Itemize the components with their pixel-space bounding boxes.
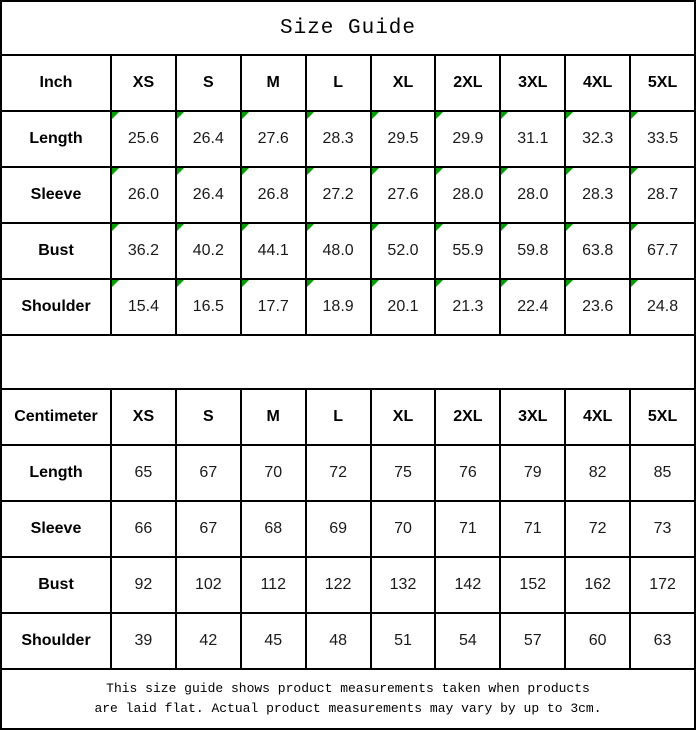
measurement-value: 102 [194, 576, 222, 593]
excel-error-flag-icon [112, 280, 119, 287]
excel-error-flag-icon [631, 112, 638, 119]
measurement-cell [370, 280, 435, 336]
size-column-header: 3XL [499, 56, 564, 112]
size-column-header: XS [110, 56, 175, 112]
measurement-cell [305, 446, 370, 502]
measurement-value: 79 [523, 464, 542, 481]
measurement-cell [175, 112, 240, 168]
excel-error-flag-icon [501, 224, 508, 231]
measurement-cell [370, 614, 435, 670]
measurement-value: 27.2 [322, 186, 354, 203]
title-row [2, 2, 694, 56]
measurement-value: 48 [329, 632, 347, 649]
size-column-header: M [240, 56, 305, 112]
measurement-value: 23.6 [582, 298, 614, 315]
row-label: Length [2, 446, 110, 502]
measurement-cell [370, 168, 435, 224]
row-label: Bust [2, 558, 110, 614]
measurement-cell [434, 614, 499, 670]
measurement-value: 70 [264, 464, 283, 481]
size-column-header: 4XL [564, 390, 629, 446]
measurement-value: 28.0 [452, 186, 484, 203]
measurement-value: 112 [260, 576, 286, 593]
excel-error-flag-icon [372, 168, 379, 175]
measurement-cell [434, 168, 499, 224]
measurement-cell [629, 558, 694, 614]
measurement-value: 21.3 [452, 298, 484, 315]
excel-error-flag-icon [372, 280, 379, 287]
measurement-cell [175, 168, 240, 224]
measurement-value: 39 [134, 632, 153, 649]
measurement-value: 71 [458, 520, 477, 537]
excel-error-flag-icon [436, 168, 443, 175]
measurement-cell [240, 614, 305, 670]
measurement-cell [629, 502, 694, 558]
excel-error-flag-icon [566, 168, 573, 175]
excel-error-flag-icon [566, 112, 573, 119]
measurement-cell [240, 224, 305, 280]
measurement-cell [434, 502, 499, 558]
excel-error-flag-icon [177, 168, 184, 175]
measurement-cell [305, 558, 370, 614]
size-column-header: M [240, 390, 305, 446]
measurement-value: 45 [264, 632, 283, 649]
size-column-header: S [175, 56, 240, 112]
measurement-cell [499, 168, 564, 224]
measurement-cell [110, 502, 175, 558]
excel-error-flag-icon [631, 280, 638, 287]
measurement-cell [370, 224, 435, 280]
measurement-value: 28.3 [582, 186, 614, 203]
excel-error-flag-icon [436, 224, 443, 231]
measurement-cell [370, 446, 435, 502]
measurement-value: 28.3 [322, 130, 354, 147]
size-column-header: XL [370, 56, 435, 112]
excel-error-flag-icon [372, 224, 379, 231]
footer-note [2, 670, 694, 728]
row-label: Sleeve [2, 168, 110, 224]
measurement-value: 72 [329, 464, 347, 481]
measurement-value: 24.8 [646, 298, 679, 315]
measurement-value: 71 [523, 520, 542, 537]
measurement-value: 66 [134, 520, 153, 537]
measurement-value: 27.6 [387, 186, 419, 203]
measurement-value: 25.6 [127, 130, 159, 147]
measurement-cell [110, 446, 175, 502]
measurement-value: 29.5 [387, 130, 419, 147]
excel-error-flag-icon [566, 224, 573, 231]
excel-error-flag-icon [566, 280, 573, 287]
measurement-cell [240, 446, 305, 502]
measurement-cell [629, 446, 694, 502]
excel-error-flag-icon [242, 224, 249, 231]
measurement-cell [370, 558, 435, 614]
measurement-cell [499, 224, 564, 280]
measurement-value: 92 [134, 576, 153, 593]
measurement-cell [564, 446, 629, 502]
excel-error-flag-icon [436, 112, 443, 119]
measurement-cell [499, 112, 564, 168]
size-column-header: 4XL [564, 56, 629, 112]
inch-table [2, 56, 694, 336]
measurement-value: 59.8 [517, 242, 549, 259]
row-label: Shoulder [2, 280, 110, 336]
size-column-header: S [175, 390, 240, 446]
measurement-cell [240, 280, 305, 336]
excel-error-flag-icon [242, 168, 249, 175]
measurement-value: 65 [134, 464, 153, 481]
measurement-cell [499, 502, 564, 558]
excel-error-flag-icon [112, 112, 119, 119]
excel-error-flag-icon [112, 224, 119, 231]
measurement-cell [240, 558, 305, 614]
measurement-cell [564, 614, 629, 670]
excel-error-flag-icon [112, 168, 119, 175]
row-label: Shoulder [2, 614, 110, 670]
measurement-value: 48.0 [322, 242, 354, 259]
measurement-value: 20.1 [387, 298, 419, 315]
excel-error-flag-icon [631, 168, 638, 175]
centimeter-table [2, 390, 694, 670]
measurement-value: 162 [584, 576, 612, 593]
measurement-cell [434, 558, 499, 614]
measurement-value: 16.5 [192, 298, 224, 315]
measurement-cell [434, 280, 499, 336]
excel-error-flag-icon [372, 112, 379, 119]
measurement-cell [564, 502, 629, 558]
size-column-header: L [305, 56, 370, 112]
measurement-value: 44.1 [257, 242, 289, 259]
measurement-cell [305, 280, 370, 336]
excel-error-flag-icon [307, 168, 314, 175]
excel-error-flag-icon [501, 280, 508, 287]
measurement-value: 18.9 [322, 298, 354, 315]
page-title: Size Guide [279, 16, 417, 40]
measurement-cell [564, 112, 629, 168]
measurement-value: 142 [454, 576, 482, 593]
excel-error-flag-icon [177, 280, 184, 287]
measurement-value: 40.2 [192, 242, 224, 259]
measurement-cell [110, 112, 175, 168]
row-label: Sleeve [2, 502, 110, 558]
measurement-cell [305, 168, 370, 224]
measurement-cell [499, 558, 564, 614]
measurement-value: 75 [394, 464, 412, 481]
measurement-value: 31.1 [517, 130, 549, 147]
measurement-value: 17.7 [257, 298, 289, 315]
measurement-value: 67 [199, 464, 218, 481]
measurement-value: 52.0 [387, 242, 419, 259]
measurement-cell [175, 558, 240, 614]
excel-error-flag-icon [501, 168, 508, 175]
measurement-value: 172 [649, 576, 676, 593]
table-spacer [2, 336, 694, 390]
excel-error-flag-icon [242, 112, 249, 119]
measurement-cell [110, 280, 175, 336]
measurement-value: 60 [588, 632, 607, 649]
measurement-value: 152 [519, 576, 547, 593]
measurement-value: 73 [653, 520, 672, 537]
measurement-cell [629, 112, 694, 168]
measurement-cell [370, 502, 435, 558]
measurement-value: 76 [458, 464, 477, 481]
excel-error-flag-icon [177, 112, 184, 119]
measurement-value: 22.4 [517, 298, 549, 315]
row-label: Length [2, 112, 110, 168]
measurement-value: 55.9 [452, 242, 484, 259]
measurement-value: 72 [588, 520, 607, 537]
measurement-cell [305, 502, 370, 558]
measurement-cell [240, 112, 305, 168]
measurement-cell [434, 224, 499, 280]
excel-error-flag-icon [631, 224, 638, 231]
measurement-value: 132 [389, 576, 417, 593]
measurement-cell [564, 558, 629, 614]
measurement-value: 63 [653, 632, 672, 649]
excel-error-flag-icon [501, 112, 508, 119]
measurement-cell [110, 224, 175, 280]
measurement-cell [240, 502, 305, 558]
measurement-cell [370, 112, 435, 168]
measurement-cell [629, 224, 694, 280]
measurement-cell [175, 280, 240, 336]
measurement-cell [499, 280, 564, 336]
measurement-value: 54 [458, 632, 477, 649]
measurement-value: 26.0 [127, 186, 159, 203]
measurement-value: 68 [264, 520, 283, 537]
measurement-value: 26.4 [192, 186, 224, 203]
measurement-value: 26.4 [192, 130, 224, 147]
measurement-cell [175, 446, 240, 502]
centimeter-unit-header: Centimeter [2, 390, 110, 446]
size-column-header: 3XL [499, 390, 564, 446]
size-column-header: 5XL [629, 390, 694, 446]
measurement-value: 28.0 [517, 186, 549, 203]
measurement-value: 33.5 [646, 130, 679, 147]
inch-unit-header: Inch [2, 56, 110, 112]
size-column-header: XL [370, 390, 435, 446]
measurement-value: 27.6 [257, 130, 289, 147]
excel-error-flag-icon [307, 280, 314, 287]
measurement-cell [175, 502, 240, 558]
measurement-cell [564, 168, 629, 224]
size-column-header: L [305, 390, 370, 446]
excel-error-flag-icon [177, 224, 184, 231]
row-label: Bust [2, 224, 110, 280]
excel-error-flag-icon [242, 280, 249, 287]
measurement-value: 63.8 [582, 242, 614, 259]
measurement-value: 28.7 [646, 186, 679, 203]
measurement-cell [305, 224, 370, 280]
measurement-cell [629, 614, 694, 670]
measurement-value: 70 [394, 520, 412, 537]
measurement-value: 36.2 [127, 242, 159, 259]
measurement-value: 85 [653, 464, 672, 481]
measurement-cell [499, 446, 564, 502]
measurement-cell [564, 224, 629, 280]
measurement-cell [629, 280, 694, 336]
excel-error-flag-icon [436, 280, 443, 287]
measurement-cell [434, 446, 499, 502]
measurement-cell [240, 168, 305, 224]
measurement-value: 69 [329, 520, 347, 537]
measurement-cell [305, 112, 370, 168]
measurement-value: 26.8 [257, 186, 289, 203]
measurement-value: 67 [199, 520, 218, 537]
measurement-value: 15.4 [127, 298, 159, 315]
measurement-value: 42 [199, 632, 218, 649]
measurement-cell [110, 558, 175, 614]
measurement-cell [110, 614, 175, 670]
measurement-value: 82 [588, 464, 607, 481]
size-column-header: XS [110, 390, 175, 446]
measurement-cell [564, 280, 629, 336]
footer-line: are laid flat. Actual product measurements may vary by up to 3cm. [94, 701, 602, 716]
measurement-cell [629, 168, 694, 224]
measurement-cell [175, 224, 240, 280]
measurement-cell [434, 112, 499, 168]
measurement-value: 67.7 [646, 242, 679, 259]
size-column-header: 2XL [434, 56, 499, 112]
measurement-value: 122 [324, 576, 352, 593]
excel-error-flag-icon [307, 224, 314, 231]
measurement-cell [175, 614, 240, 670]
footer-line: This size guide shows product measurements taken when products [106, 680, 590, 696]
measurement-value: 32.3 [582, 130, 614, 147]
size-column-header: 2XL [434, 390, 499, 446]
size-column-header: 5XL [629, 56, 694, 112]
excel-error-flag-icon [307, 112, 314, 119]
measurement-value: 57 [523, 632, 542, 649]
measurement-value: 29.9 [452, 130, 484, 147]
measurement-value: 51 [394, 632, 412, 649]
measurement-cell [110, 168, 175, 224]
measurement-cell [305, 614, 370, 670]
measurement-cell [499, 614, 564, 670]
